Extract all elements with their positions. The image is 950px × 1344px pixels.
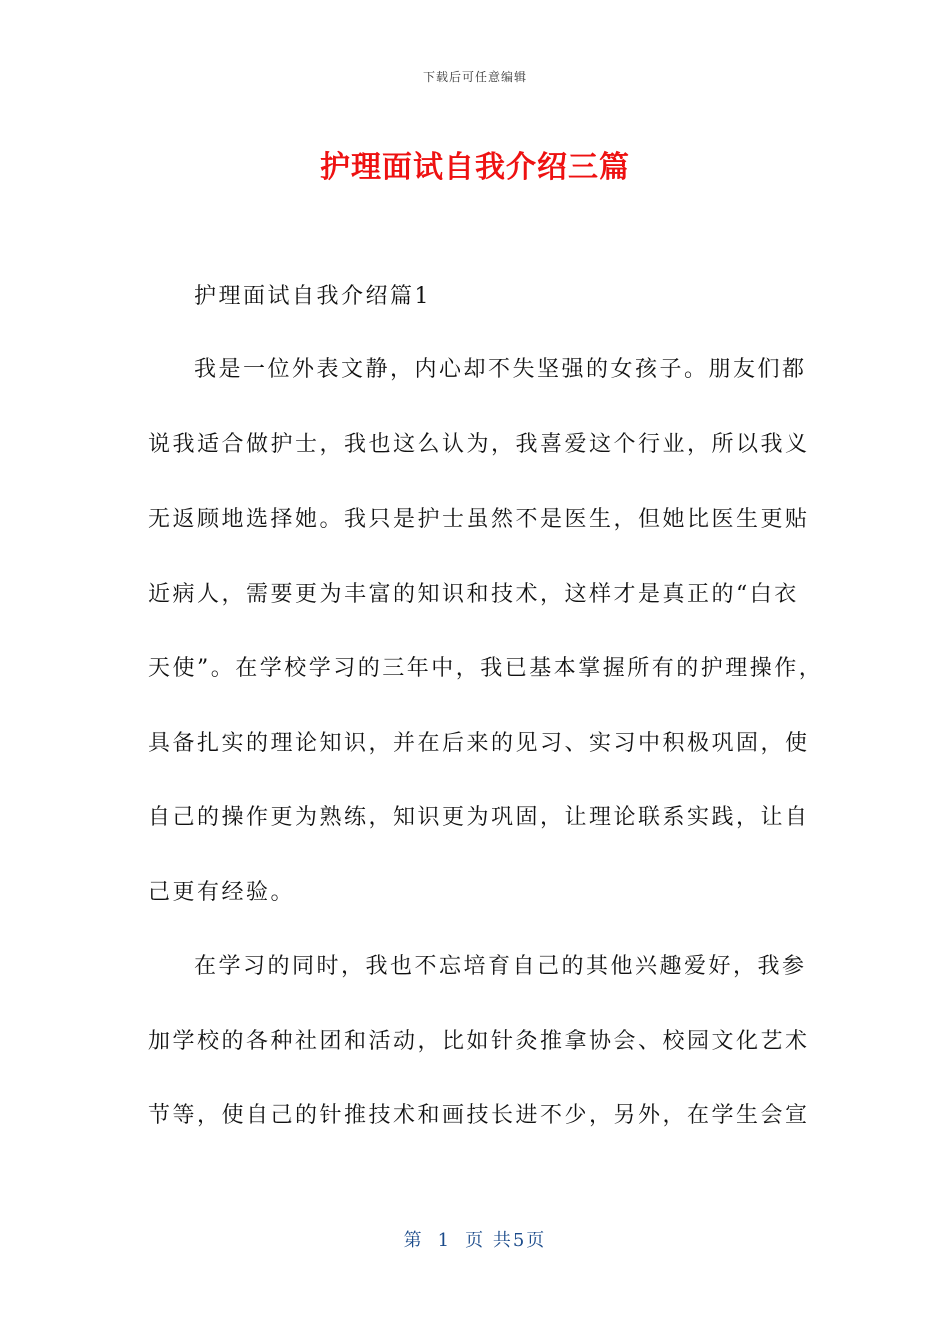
paragraph-2-line-3: 节等，使自己的针推技术和画技长进不少，另外，在学生会宣: [148, 1103, 810, 1128]
page-footer: [0, 1226, 950, 1252]
footer-current-page: 1: [437, 1230, 452, 1251]
paragraph-1-line-4: 近病人，需要更为丰富的知识和技术，这样才是真正的“白衣: [148, 582, 799, 607]
footer-total-pages: 5页: [512, 1230, 547, 1251]
paragraph-1-line-2: 说我适合做护士，我也这么认为，我喜爱这个行业，所以我义: [148, 432, 810, 457]
paragraph-2-line-2: 加学校的各种社团和活动，比如针灸推拿协会、校园文化艺术: [148, 1029, 810, 1054]
header-note: 下载后可任意编辑: [422, 70, 527, 84]
paragraph-2-line-1: 在学习的同时，我也不忘培育自己的其他兴趣爱好，我参: [194, 954, 807, 979]
paragraph-1-line-3: 无返顾地选择她。我只是护士虽然不是医生，但她比医生更贴: [148, 507, 810, 532]
paragraph-1-line-8: 己更有经验。: [148, 880, 296, 905]
footer-prefix: 第: [403, 1230, 424, 1251]
section-heading: 护理面试自我介绍篇1: [194, 284, 431, 309]
paragraph-1-line-7: 自己的操作更为熟练，知识更为巩固，让理论联系实践，让自: [148, 805, 810, 830]
paragraph-1-line-1: 我是一位外表文静，内心却不失坚强的女孩子。朋友们都: [194, 357, 807, 382]
paragraph-1-line-5: 天使”。在学校学习的三年中，我已基本掌握所有的护理操作，: [148, 656, 824, 681]
paragraph-1-line-6: 具备扎实的理论知识，并在后来的见习、实习中积极巩固，使: [148, 731, 810, 756]
footer-middle: 页 共: [465, 1230, 513, 1251]
document-title: 护理面试自我介绍三篇: [320, 150, 630, 185]
